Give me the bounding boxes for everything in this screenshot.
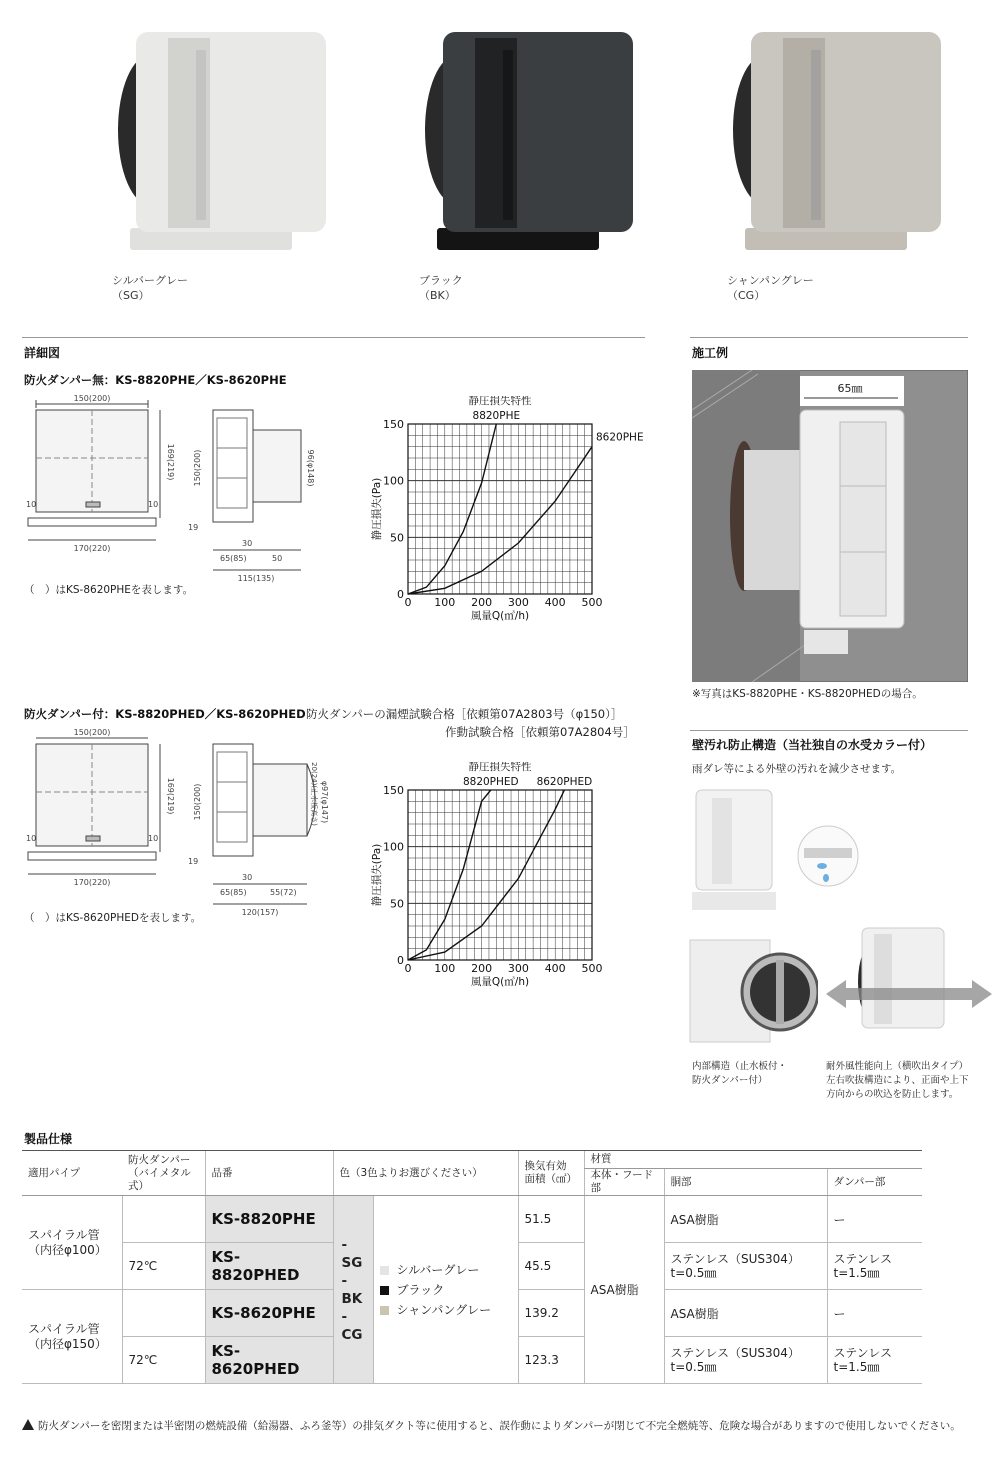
table-row [22, 1196, 922, 1243]
header-body: 本体・フード部 [584, 1169, 664, 1196]
color-label: ブラック [396, 1282, 445, 1297]
header-pipe: 適用パイプ [22, 1151, 122, 1196]
dim-stop-plate: 20(24)(止水板高さ) [310, 762, 318, 826]
series-line-8820PHED [408, 790, 491, 960]
x-tick-label: 200 [471, 596, 493, 609]
y-axis-label: 静圧損失(Pa) [371, 477, 383, 541]
y-tick-label: 0 [397, 954, 404, 967]
area-cell: 51.5 [518, 1196, 584, 1243]
pipe-cell: スパイラル管 （内径φ150） [22, 1290, 122, 1384]
header-damper: 防火ダンパー （バイメタル式） [122, 1151, 205, 1196]
mesh-cell: ASA樹脂 [664, 1196, 827, 1243]
x-tick-label: 400 [544, 962, 566, 975]
product-name: ブラック [419, 274, 463, 287]
body-material: ASA樹脂 [584, 1196, 664, 1384]
x-tick-label: 200 [471, 962, 493, 975]
wall-photo-side-blow [822, 922, 997, 1052]
product-name: シャンパングレー [727, 274, 814, 287]
dim-depth2: 55(72) [270, 888, 297, 897]
header-part-number: 品番 [205, 1151, 333, 1196]
product-code: （CG） [727, 289, 766, 302]
series-label: 8820PHE [472, 410, 521, 422]
header-color: 色（3色よりお選びください） [333, 1151, 518, 1196]
x-tick-label: 300 [507, 596, 529, 609]
hood-black-image [407, 20, 637, 270]
mesh-cell: ステンレス（SUS304） t=0.5㎜ [664, 1337, 827, 1384]
part-number: KS-8620PHED [205, 1337, 333, 1384]
chart-pressure-loss-1 [360, 396, 650, 626]
dim-side-height: 150(200) [193, 783, 202, 821]
dim-height-right: 169(219) [166, 443, 175, 481]
mesh-cell: ASA樹脂 [664, 1290, 827, 1337]
drawing1 [20, 390, 330, 595]
product-silver [100, 20, 330, 320]
wall-caption-interior: 内部構造（止水板付・ 防火ダンパー付） [692, 1061, 788, 1086]
dim-depth2: 50 [272, 554, 283, 563]
section1-note: （ ）はKS-8620PHEを表します。 [24, 584, 194, 596]
section2-title: 防火ダンパー付：KS-8820PHED／KS-8620PHED [24, 707, 306, 721]
plot-frame [408, 424, 592, 594]
y-tick-label: 50 [390, 897, 404, 911]
color-label: シャンパングレー [396, 1302, 492, 1317]
warning-icon [22, 1419, 34, 1430]
x-axis-label: 風量Q(㎥/h) [470, 610, 530, 622]
dim-30: 30 [242, 873, 253, 882]
y-tick-label: 150 [383, 784, 404, 797]
x-tick-label: 500 [581, 962, 603, 975]
x-tick-label: 400 [544, 596, 566, 609]
y-tick-label: 150 [383, 418, 404, 431]
wall-photo-interior [688, 936, 818, 1056]
product-code: （SG） [112, 289, 150, 302]
x-tick-label: 0 [404, 596, 412, 609]
color-swatch [380, 1266, 389, 1275]
color-suffixes: -SG -BK -CG [333, 1196, 373, 1384]
dim-pipe: φ97(φ147) [320, 780, 329, 824]
dim-30: 30 [242, 539, 253, 548]
hood-silver-image [100, 20, 330, 270]
mesh-cell: ステンレス（SUS304） t=0.5㎜ [664, 1243, 827, 1290]
damper-cell [122, 1196, 205, 1243]
section2-cert2: 作動試験合格［依頼第07A2804号］ [445, 725, 635, 739]
drawing2 [20, 724, 330, 929]
wall-caption-side-blow: 耐外風性能向上（横吹出タイプ） 左右吹抜構造により、正面や上下 方向からの吹込を防止します。 [826, 1061, 969, 1100]
chart-pressure-loss-2 [360, 762, 650, 992]
spec-table [22, 1150, 922, 1384]
dim-height-right: 169(219) [166, 777, 175, 815]
section2-note: （ ）はKS-8620PHEDを表します。 [24, 912, 202, 924]
part-number: KS-8620PHE [205, 1290, 333, 1337]
dim-ten-left: 10 [26, 834, 37, 843]
area-cell: 45.5 [518, 1243, 584, 1290]
color-options [373, 1196, 518, 1384]
chart-title: 静圧損失特性 [468, 396, 532, 407]
color-option [380, 1260, 512, 1280]
dim-side-height: 150(200) [193, 449, 202, 487]
damper-cell: 72℃ [122, 1243, 205, 1290]
warning-notice [22, 1418, 982, 1433]
install-dimension: 65㎜ [837, 382, 863, 395]
dim-ten-left: 10 [26, 500, 37, 509]
y-tick-label: 0 [397, 588, 404, 601]
x-tick-label: 0 [404, 962, 412, 975]
damper-part-cell: ステンレス t=1.5㎜ [827, 1243, 922, 1290]
dim-ten-right: 10 [148, 500, 159, 509]
damper-part-cell: ー [827, 1196, 922, 1243]
part-number: KS-8820PHED [205, 1243, 333, 1290]
series-label: 8620PHED [536, 776, 593, 788]
product-black [407, 20, 637, 320]
header-material: 材質 [584, 1151, 922, 1169]
color-option [380, 1300, 512, 1320]
dim-depth1: 65(85) [220, 554, 247, 563]
wall-heading: 壁汚れ防止構造（当社独自の水受カラー付） [692, 738, 933, 752]
color-swatch [380, 1306, 389, 1315]
y-tick-label: 100 [383, 840, 404, 854]
pipe-cell: スパイラル管 （内径φ100） [22, 1196, 122, 1290]
dim-19: 19 [188, 857, 199, 866]
hood-champagne-image [715, 20, 945, 270]
x-tick-label: 300 [507, 962, 529, 975]
area-cell: 123.3 [518, 1337, 584, 1384]
series-line-8620PHE [408, 447, 592, 594]
header-area: 換気有効 面積（㎠） [518, 1151, 584, 1196]
header-mesh: 胴部 [664, 1169, 827, 1196]
dim-19: 19 [188, 523, 199, 532]
area-cell: 139.2 [518, 1290, 584, 1337]
spec-heading: 製品仕様 [24, 1132, 73, 1146]
product-champagne [715, 20, 945, 320]
install-heading: 施工例 [692, 346, 729, 360]
part-number: KS-8820PHE [205, 1196, 333, 1243]
damper-cell: 72℃ [122, 1337, 205, 1384]
dim-ten-right: 10 [148, 834, 159, 843]
section1-title: 防火ダンパー無：KS-8820PHE／KS-8620PHE [24, 373, 287, 387]
damper-part-cell: ー [827, 1290, 922, 1337]
section2-cert1: 防火ダンパーの漏煙試験合格［依頼第07A2803号（φ150）］ [306, 707, 623, 721]
product-code: （BK） [419, 289, 456, 302]
x-tick-label: 100 [434, 596, 456, 609]
detail-heading: 詳細図 [24, 346, 61, 360]
dim-width-bottom: 170(220) [73, 544, 111, 553]
dim-width-bottom: 170(220) [73, 878, 111, 887]
series-line-8620PHED [408, 790, 564, 960]
x-axis-label: 風量Q(㎥/h) [470, 976, 530, 988]
x-tick-label: 100 [434, 962, 456, 975]
series-label: 8820PHED [462, 776, 519, 788]
header-damper-part: ダンパー部 [827, 1169, 922, 1196]
wall-photo-collar [692, 786, 862, 916]
y-tick-label: 100 [383, 474, 404, 488]
color-label: シルバーグレー [396, 1262, 480, 1277]
install-photo [692, 370, 968, 682]
damper-part-cell: ステンレス t=1.5㎜ [827, 1337, 922, 1384]
y-axis-label: 静圧損失(Pa) [371, 843, 383, 907]
product-name: シルバーグレー [112, 274, 188, 287]
y-tick-label: 50 [390, 531, 404, 545]
x-tick-label: 500 [581, 596, 603, 609]
color-option [380, 1280, 512, 1300]
damper-cell [122, 1290, 205, 1337]
dim-width-top: 150(200) [73, 394, 111, 403]
chart-title: 静圧損失特性 [468, 762, 532, 773]
install-note: ※写真はKS-8820PHE・KS-8820PHEDの場合。 [692, 688, 923, 700]
series-label: 8620PHE [596, 431, 644, 444]
dim-depth-total: 115(135) [237, 574, 275, 583]
dim-depth-total: 120(157) [241, 908, 279, 917]
dim-width-top: 150(200) [73, 728, 111, 737]
dim-pipe: 96(φ148) [306, 449, 315, 487]
wall-description: 雨ダレ等による外壁の汚れを減少させます。 [692, 763, 902, 775]
color-swatch [380, 1286, 389, 1295]
warning-text: 防火ダンパーを密閉または半密閉の燃焼設備（給湯器、ふろ釜等）の排気ダクト等に使用すると、誤作動によりダンパーが閉じて不完全燃焼等、危険な場合がありますので使用しないでください。 [38, 1420, 961, 1432]
dim-depth1: 65(85) [220, 888, 247, 897]
